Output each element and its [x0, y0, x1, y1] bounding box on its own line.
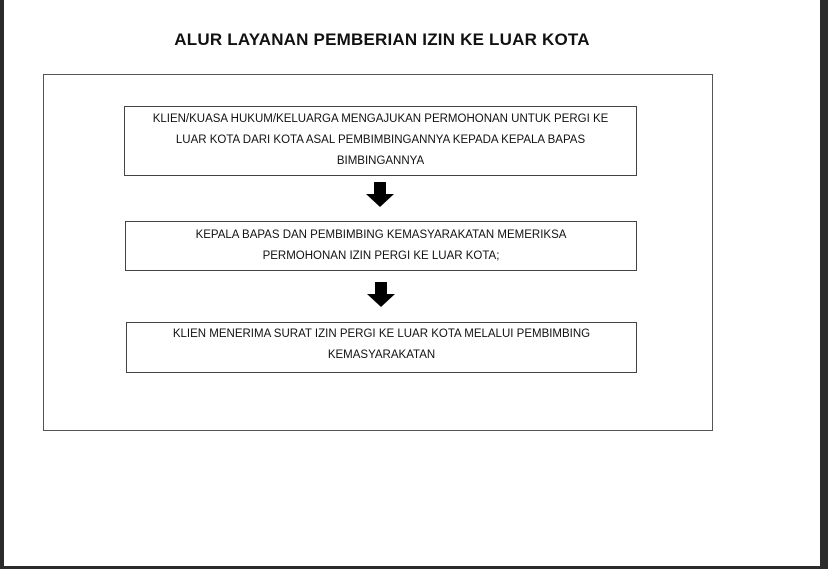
flow-step-2: [125, 221, 637, 271]
flow-step-3-line-1: KLIEN MENERIMA SURAT IZIN PERGI KE LUAR KOTA MELALUI PEMBIMBING: [172, 328, 591, 340]
flow-step-2-line-2: PERMOHONAN IZIN PERGI KE LUAR KOTA;: [262, 250, 500, 262]
flowchart-frame: [43, 74, 713, 431]
flow-step-1: [124, 106, 637, 176]
flow-step-1-line-1: KLIEN/KUASA HUKUM/KELUARGA MENGAJUKAN PERMOHONAN UNTUK PERGI KE: [152, 113, 609, 125]
down-arrow-icon: [364, 182, 396, 208]
flow-step-3: [126, 322, 637, 373]
flow-step-3-line-2: KEMASYARAKATAN: [327, 349, 436, 361]
flow-step-1-line-3: BIMBINGANNYA: [336, 155, 425, 167]
document-page: [4, 0, 820, 566]
flow-step-2-line-1: KEPALA BAPAS DAN PEMBIMBING KEMASYARAKATAN MEMERIKSA: [195, 229, 567, 241]
down-arrow-icon: [365, 282, 397, 308]
flow-step-1-line-2: LUAR KOTA DARI KOTA ASAL PEMBIMBINGANNYA KEPADA KEPALA BAPAS: [175, 134, 586, 146]
diagram-title: ALUR LAYANAN PEMBERIAN IZIN KE LUAR KOTA: [174, 30, 590, 49]
